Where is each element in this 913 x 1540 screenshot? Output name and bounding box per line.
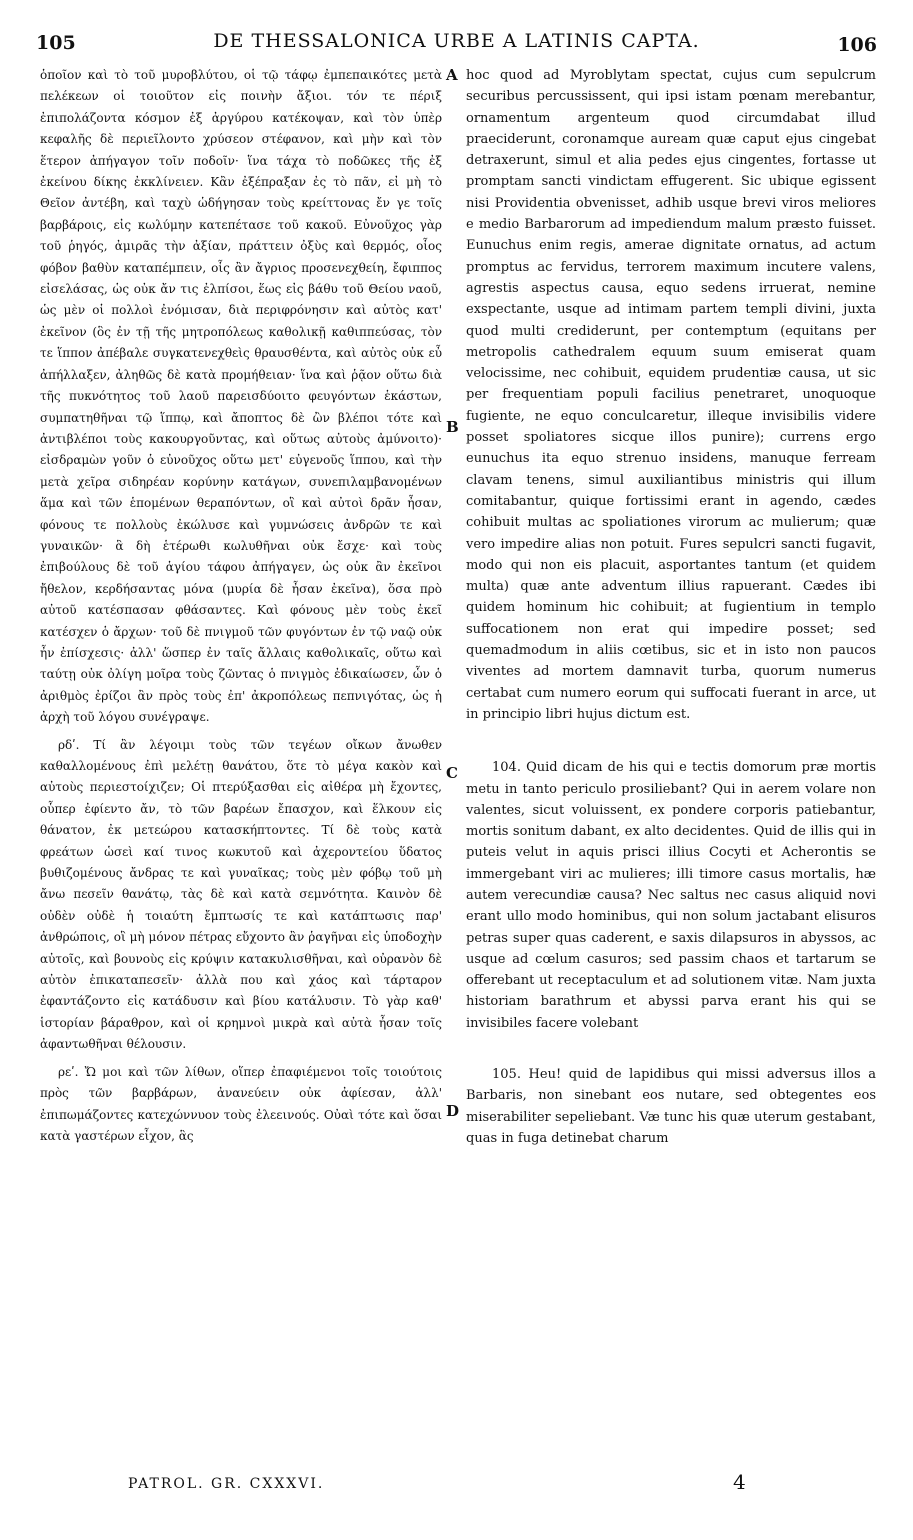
margin-marker-a: A xyxy=(446,66,458,84)
latin-paragraph-104: 104. Quid dicam de his qui e tectis domorum præ mortis metu in tanto periculo prosiliebant? Qui in aerem volare non valentes, sicut voluissent, ex pondere corporis patiebantur, mortis sonitum dabant, ex alto decidentes. Quid de illis qui in puteis velut in aquis prisci illius Cocyti et Acherontis se immergebant viri ac mulieres; illi timore casus mortalis, hæ autem verecundiæ causa? Nec saltus nec casus aliquid novi erant ullo modo hominibus, qui non solum jactabant elisuros petras super quas caderent, e saxis dilapsuros in abyssos, ac usque ad cœlum casuros; sed passim chaos et tartarum se offerebant ut receptaculum et ad solutionem vitæ. Nam juxta historiam barathrum et abyssi parva erant his qui se invisibiles facere volebant xyxy=(466,760,876,1031)
page-header xyxy=(0,22,913,62)
latin-column xyxy=(466,65,876,1149)
footer-sheet-number: 4 xyxy=(733,1470,746,1494)
running-title: DE THESSALONICA URBE A LATINIS CAPTA. xyxy=(213,30,700,52)
greek-column xyxy=(40,65,442,1147)
margin-marker-c: C xyxy=(446,764,458,782)
greek-paragraph-104: ρδʹ. Τί ἂν λέγοιμι τοὺς τῶν τεγέων οἴκων ἄνωθεν καθαλλομένους ἐπὶ μελέτῃ θανάτου, ὅτε τὸ μέγα κακὸν καὶ αὐτοὺς περιεστοίχιζεν; Οἱ πτερύξασθαι εἰς αἰθέρα μὴ ἔχοντες, οὗπερ ἐφίεντο ἄν, τὸ τῶν βαρέων ἔπασχον, καὶ ἕλκουν εἰς θάνατον, ἐκ μετεώρου κατασκήπτοντες. Τί δὲ τοὺς κατὰ φρεάτων ὡσεὶ καί τινος κωκυτοῦ καὶ ἀχεροντείου ὕδατος βυθιζομένους ἄνδρας τε καὶ γυναῖκας; τοὺς μὲν φόβῳ τοῦ μὴ ἄνω πεσεῖν θανάτῳ, τὰς δὲ καὶ κατὰ σεμνότητα. Καινὸν δὲ οὐδὲν οὐδὲ ἡ τοιαύτη ἔμπτωσίς τε καὶ κατάπτωσις παρ' ἀνθρώποις, οἳ μὴ μόνον πέτρας εὔχοντο ἂν ῥαγῆναι εἰς ὑποδοχὴν αὐτοῖς, καὶ βουνοὺς εἰς κρύψιν κατακυλισθῆναι, καὶ οὐρανὸν δὲ αὐτὸν ἐπικαταπεσεῖν· ἀλλὰ που καὶ χάος καὶ τάρταρον ἐφαντάζοντο εἰς κατάδυσιν καὶ βίου κατάλυσιν. Τὸ γὰρ καθ' ἱστορίαν βάραθρον, καὶ οἱ κρημνοὶ μικρὰ καὶ αὐτὰ ἦσαν τοῖς ἀφαντωθῆναι θέλουσιν. xyxy=(40,737,442,1052)
greek-paragraph-1: ὁποῖον καὶ τὸ τοῦ μυροβλύτου, οἱ τῷ τάφῳ ἐμπεπαικότες μετὰ πελέκεων οἱ τοιοῦτον εἰς ποινὴν ἄξιοι. τόν τε πέριξ ἐπιπολάζοντα κόσμον ἐξ ἀργύρου κατέκοψαν, καὶ τὸν ὑπὲρ κεφαλῆς δὲ περιεῖλοντο χρύσεον στέφανον, καὶ μὴν καὶ τὸν ἕτερον ἀπήγαγον τοῖν ποδοῖν· ἵνα τάχα τὸ ποδῶκες τῆς ἐξ ἐκείνου δίκης ἐκκλίνειεν. Κἂν ἐξέπραξαν ἐς τὸ πᾶν, εἰ μὴ τὸ Θεῖον ἀντέβη, καὶ ταχὺ ὡδήγησαν τοὺς κρείττονας ἔν γε τοῖς βαρβάροις, εἰς κωλύμην κατεπέτασε τοῦ κακοῦ. Εὐνοῦχος γὰρ τοῦ ῥηγός, ἀμιρᾶς τὴν ἀξίαν, πράττειν ὀξὺς καὶ θερμός, οἷος φόβον βαθὺν καταπέμπειν, οἷς ἂν ἄγριος προσενεχθείη, ἔφιππος εἰσελάσας, ὡς οὐκ ἄν τις ἐλπίσοι, ἕως εἰς βάθυ τοῦ Θείου ναοῦ, ὡς μὲν οἱ πολλοὶ ἐνόμισαν, διὰ περιφρόνησιν καὶ αὐτὸς κατ' ἐκεῖνον (ὃς ἐν τῇ τῆς μητροπόλεως καθολικῇ καθιππεύσας, τὸν τε ἵππον ἀπέβαλε συγκατενεχθεὶς θραυσθέντα, καὶ αὐτὸς οὐκ εὖ ἀπήλλαξεν, ἀληθῶς δὲ κατὰ προμήθειαν· ἵνα καὶ ῥᾷον οὕτω διὰ τῆς πυκνότητος τοῦ λαοῦ παρεισδύοιτο φευγόντων ἑκάστων, συμπατηθῆναι τῷ ἵππῳ, καὶ ἄποπτος δὲ ὢν βλέποι τότε καὶ ἀντιβλέποι τοὺς κακουργοῦντας, καὶ οὕτως αὐτοὺς ἀμύνοιτο)· εἰσδραμὼν γοῦν ὁ εὐνοῦχος οὕτω μετ' εὐγενοῦς ἵππου, καὶ τὴν μετὰ χεῖρα σιδηρέαν κορύνην κατάγων, συνεπιλαμβανομένων ἅμα καὶ τῶν ἑπομένων θεραπόντων, οἳ καὶ αὐτοὶ δρᾶν ἦσαν, φόνους τε πολλοὺς ἐκώλυσε καὶ γυμνώσεις ἀνδρῶν τε καὶ γυναικῶν· ἃ δὴ ἑτέρωθι κωλυθῆναι οὐκ ἔσχε· καὶ τοὺς ἐπιβούλους δὲ τοῦ ἁγίου τάφου ἀπήγαγεν, ὡς οὐκ ἂν ἐκεῖνοι ἤθελον, κερδήσαντας μόνα (μυρία δὲ ἦσαν ἐκεῖνα), ὅσα πρὸ αὐτοῦ κατέσπασαν φθάσαντες. Καὶ φόνους μὲν τοὺς ἐκεῖ κατέσχεν ὁ ἄρχων· τοῦ δὲ πνιγμοῦ τῶν φυγόντων ἐν τῷ ναῷ οὐκ ἦν ἐπίσχεσις· ἀλλ' ὥσπερ ἐν ταῖς ἄλλαις καθολικαῖς, οὕτω καὶ ταύτῃ οὐκ ὀλίγη μοῖρα τοὺς ζῶντας ὁ πνιγμὸς ἐδικαίωσεν, ὧν ὁ ἀριθμὸς ἐρίζοι ἂν πρὸς τοὺς ἐπ' ἀκροπόλεως πεπνιγότας, ὡς ἡ ἀρχὴ τοῦ λόγου συνέγραψε. xyxy=(40,68,442,725)
latin-paragraph-1: hoc quod ad Myroblytam spectat, cujus cum sepulcrum securibus percussissent, qui ipsi istam pœnam merebantur, ornamentum argenteum quod circumdabat illud praeciderunt, coronamque auream quæ caput ejus cingebat detraxerunt, simul et alia pedes ejus cingentes, fortasse ut promptam sancti vindictam effugerent. Sic ubique egissent nisi Providentia obvenisset, adhib usque brevi viros meliores e medio Barbarorum ad impediendum malum præsto fuisset. Eunuchus enim regis, amerae dignitate ornatus, ad actum promptus ac fervidus, terrorem maximum incutere valens, agrestis aspectus causa, equo sedens irruerat, nemine exspectante, usque ad intimam partem templi divini, juxta quod multi crediderunt, per contemptum (equitans per metropolis cathedralem equum suum emiserat quam velocissime, nec cohibuit, equidem prudentiæ causa, ut sic per frequentiam populi facilius penetraret, unoquoque fugiente, ne equo conculcaretur, illeque invisibilis videre posset spoliatores sicque illos punire); currens ergo eunuchus ita equo strenuo insidens, manuque ferream clavam tenens, simul auxiliantibus ministris qui illum comitabantur, quique fortissimi erant in agendo, cædes cohibuit multas ac spoliationes virorum ac mulierum; quæ vero impedire alias non potuit. Fures sepulcri sancti fugavit, modo qui non eis placuit, asportantes tantum (et quidem multa) quæ ante adventum illius rapuerant. Cædes ibi quidem hominum hic cohibuit; at fugientium in templo suffocationem non erat qui impedire posset; sed quemadmodum in aliis cœtibus, sic et in isto non paucos viventes ad mortem damnavit turba, quorum numerus certabat cum numero eorum qui suffocati fuerant in arce, ut in principio libri hujus dictum est. xyxy=(466,68,876,722)
page-number-right: 106 xyxy=(837,34,877,56)
footer-signature: PATROL. GR. CXXXVI. xyxy=(128,1476,325,1492)
greek-paragraph-105: ρεʹ. Ὤ μοι καὶ τῶν λίθων, οἵπερ ἐπαφιέμενοι τοῖς τοιούτοις πρὸς τῶν βαρβάρων, ἀνανεύειν οὐκ ἀφίεσαν, ἀλλ' ἐπιπωμάζοντες κατεχώννυον τοὺς ἐλεεινούς. Οὐαὶ τότε καὶ ὅσαι κατὰ γαστέρων εἶχον, ἃς xyxy=(40,1064,442,1143)
page-number-left: 105 xyxy=(36,32,76,54)
latin-paragraph-105: 105. Heu! quid de lapidibus qui missi adversus illos a Barbaris, non sinebant eos nutare, sed obtegentes eos miserabiliter sepeliebant. Væ tunc his quæ uterum gestabant, quas in fuga detinebat charum xyxy=(466,1067,876,1146)
margin-marker-b: B xyxy=(446,418,459,436)
margin-marker-d: D xyxy=(446,1102,460,1120)
